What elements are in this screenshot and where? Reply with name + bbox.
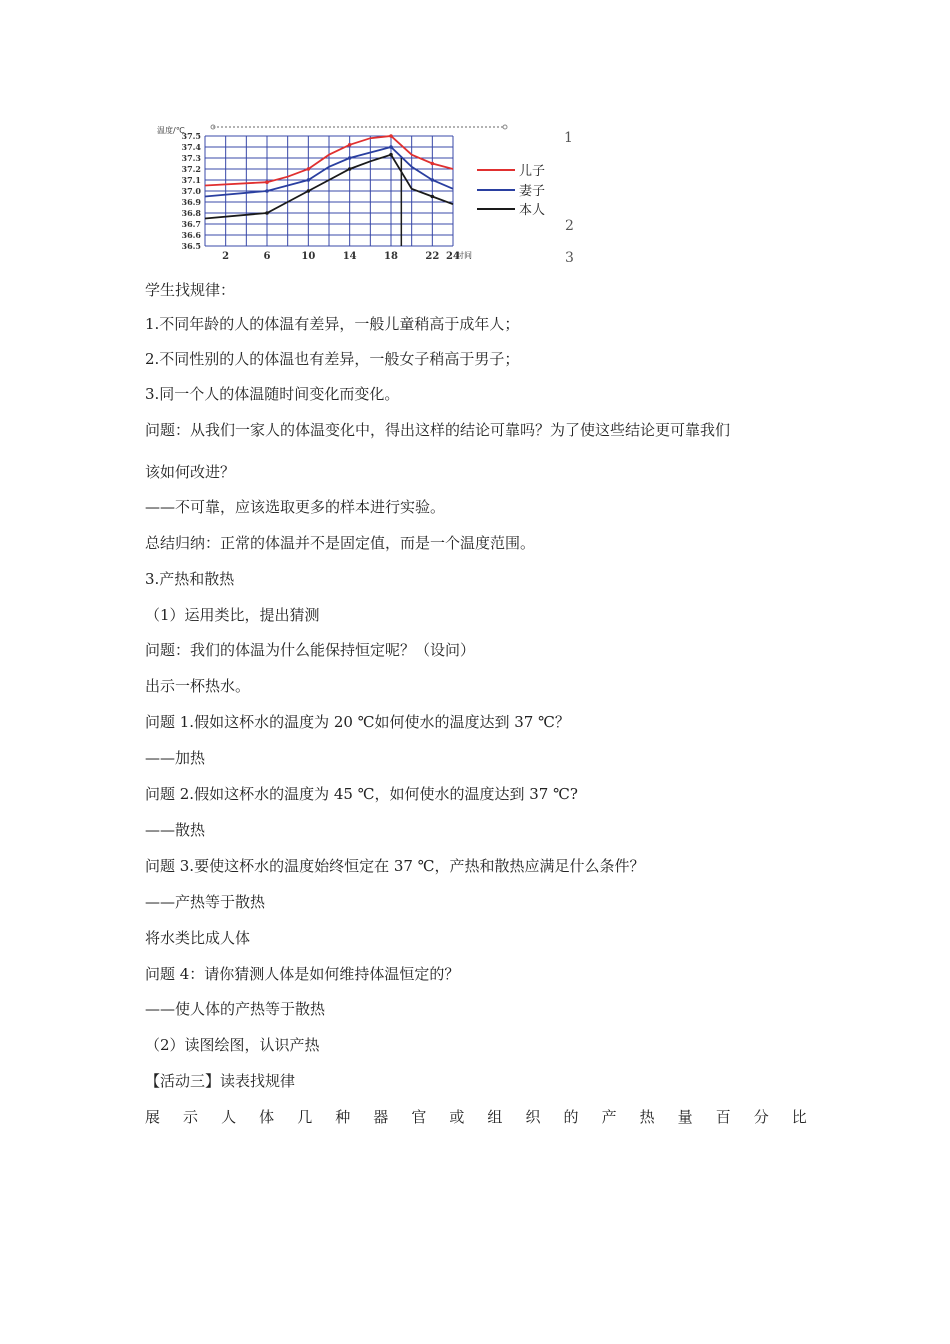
spread-char: 分: [753, 1108, 769, 1126]
y-tick-label: 36.9: [181, 197, 201, 207]
data-point: [431, 178, 435, 182]
spread-char: 种: [335, 1108, 351, 1126]
text-line-23: 【活动三】读表找规律: [145, 1072, 296, 1090]
text-line-5: 问题：从我们一家人的体温变化中，得出这样的结论可靠吗？为了使这些结论更可靠我们: [145, 421, 731, 439]
spread-char: 百: [715, 1108, 731, 1126]
spread-char: 示: [183, 1108, 199, 1126]
x-tick-label: 18: [384, 251, 398, 262]
y-tick-label: 36.7: [181, 219, 201, 229]
y-axis-label: 温度/℃: [157, 126, 185, 135]
spread-char: 产: [601, 1108, 617, 1126]
spread-char: 量: [677, 1108, 693, 1126]
text-line-21: ——使人体的产热等于散热: [145, 1000, 326, 1018]
spread-char: 的: [563, 1108, 579, 1126]
y-tick-label: 37.4: [181, 142, 201, 152]
text-line-7: ——不可靠，应该选取更多的样本进行实验。: [145, 498, 446, 516]
legend-label: 妻子: [519, 184, 546, 199]
text-line-15: 问题 2.假如这杯水的温度为 45 ℃，如何使水的温度达到 37 ℃?: [145, 785, 578, 803]
data-point: [431, 162, 435, 166]
text-line-2: 1.不同年龄的人的体温有差异，一般儿童稍高于成年人；: [145, 315, 520, 333]
y-tick-label: 36.6: [181, 230, 201, 240]
text-line-14: ——加热: [145, 749, 206, 767]
data-point: [307, 167, 311, 171]
text-line-19: 将水类比成人体: [145, 929, 251, 947]
data-point: [265, 180, 269, 184]
text-line-10: （1）运用类比，提出猜测: [145, 606, 320, 624]
spread-char: 组: [487, 1108, 503, 1126]
x-tick-label: 6: [263, 251, 271, 262]
edge-glyph: 3: [565, 250, 574, 266]
data-point: [348, 167, 352, 171]
spread-char: 展: [145, 1108, 161, 1126]
text-line-12: 出示一杯热水。: [145, 677, 251, 695]
spread-char: 人: [221, 1108, 237, 1126]
spread-char: 织: [525, 1108, 541, 1126]
data-point: [348, 143, 352, 147]
x-axis-label: 时间: [456, 251, 472, 260]
x-tick-label: 2: [222, 251, 230, 262]
x-tick-label: 10: [301, 251, 316, 262]
spread-char: 体: [259, 1108, 275, 1126]
text-line-1: 学生找规律：: [145, 281, 236, 299]
y-tick-label: 37.3: [181, 153, 201, 163]
data-point: [389, 134, 393, 138]
y-tick-label: 37.5: [181, 131, 201, 141]
text-line-16: ——散热: [145, 821, 206, 839]
data-point: [389, 145, 393, 149]
spread-char: 或: [449, 1108, 465, 1126]
body-temperature-chart: [155, 122, 575, 267]
data-point: [431, 195, 435, 199]
data-point: [348, 156, 352, 160]
edge-glyph: 1: [564, 130, 573, 146]
data-point: [265, 189, 269, 193]
data-point: [307, 189, 311, 193]
spread-char: 热: [639, 1108, 655, 1126]
text-line-22: （2）读图绘图，认识产热: [145, 1036, 320, 1054]
chart-canvas: [155, 122, 575, 267]
data-point: [389, 153, 393, 157]
y-tick-label: 37.0: [181, 186, 201, 196]
data-point: [265, 211, 269, 215]
spread-char: 官: [411, 1108, 427, 1126]
text-line-8: 总结归纳：正常的体温并不是固定值，而是一个温度范围。: [145, 534, 536, 552]
spread-text-line: [145, 1107, 807, 1127]
spread-char: 比: [791, 1108, 807, 1126]
y-tick-label: 36.8: [181, 208, 201, 218]
y-tick-label: 36.5: [181, 241, 201, 251]
edge-glyph: 2: [565, 218, 574, 234]
text-line-4: 3.同一个人的体温随时间变化而变化。: [145, 385, 400, 403]
data-point: [307, 178, 311, 182]
x-tick-label: 24: [446, 251, 460, 262]
spread-char: 器: [373, 1108, 389, 1126]
text-line-11: 问题：我们的体温为什么能保持恒定呢？（设问）: [145, 641, 476, 659]
y-tick-label: 37.2: [181, 164, 201, 174]
text-line-13: 问题 1.假如这杯水的温度为 20 ℃如何使水的温度达到 37 ℃？: [145, 713, 570, 731]
legend-label: 本人: [519, 203, 546, 218]
x-tick-label: 22: [425, 251, 440, 262]
text-line-20: 问题 4：请你猜测人体是如何维持体温恒定的？: [145, 965, 460, 983]
x-tick-label: 14: [342, 251, 357, 262]
text-line-9: 3.产热和散热: [145, 570, 235, 588]
spread-char: 几: [297, 1108, 313, 1126]
text-line-18: ——产热等于散热: [145, 893, 266, 911]
text-line-6: 该如何改进？: [145, 463, 236, 481]
y-tick-label: 37.1: [181, 175, 201, 185]
legend-label: 儿子: [519, 164, 546, 179]
text-line-3: 2.不同性别的人的体温也有差异，一般女子稍高于男子；: [145, 350, 520, 368]
text-line-17: 问题 3.要使这杯水的温度始终恒定在 37 ℃，产热和散热应满足什么条件？: [145, 857, 645, 875]
